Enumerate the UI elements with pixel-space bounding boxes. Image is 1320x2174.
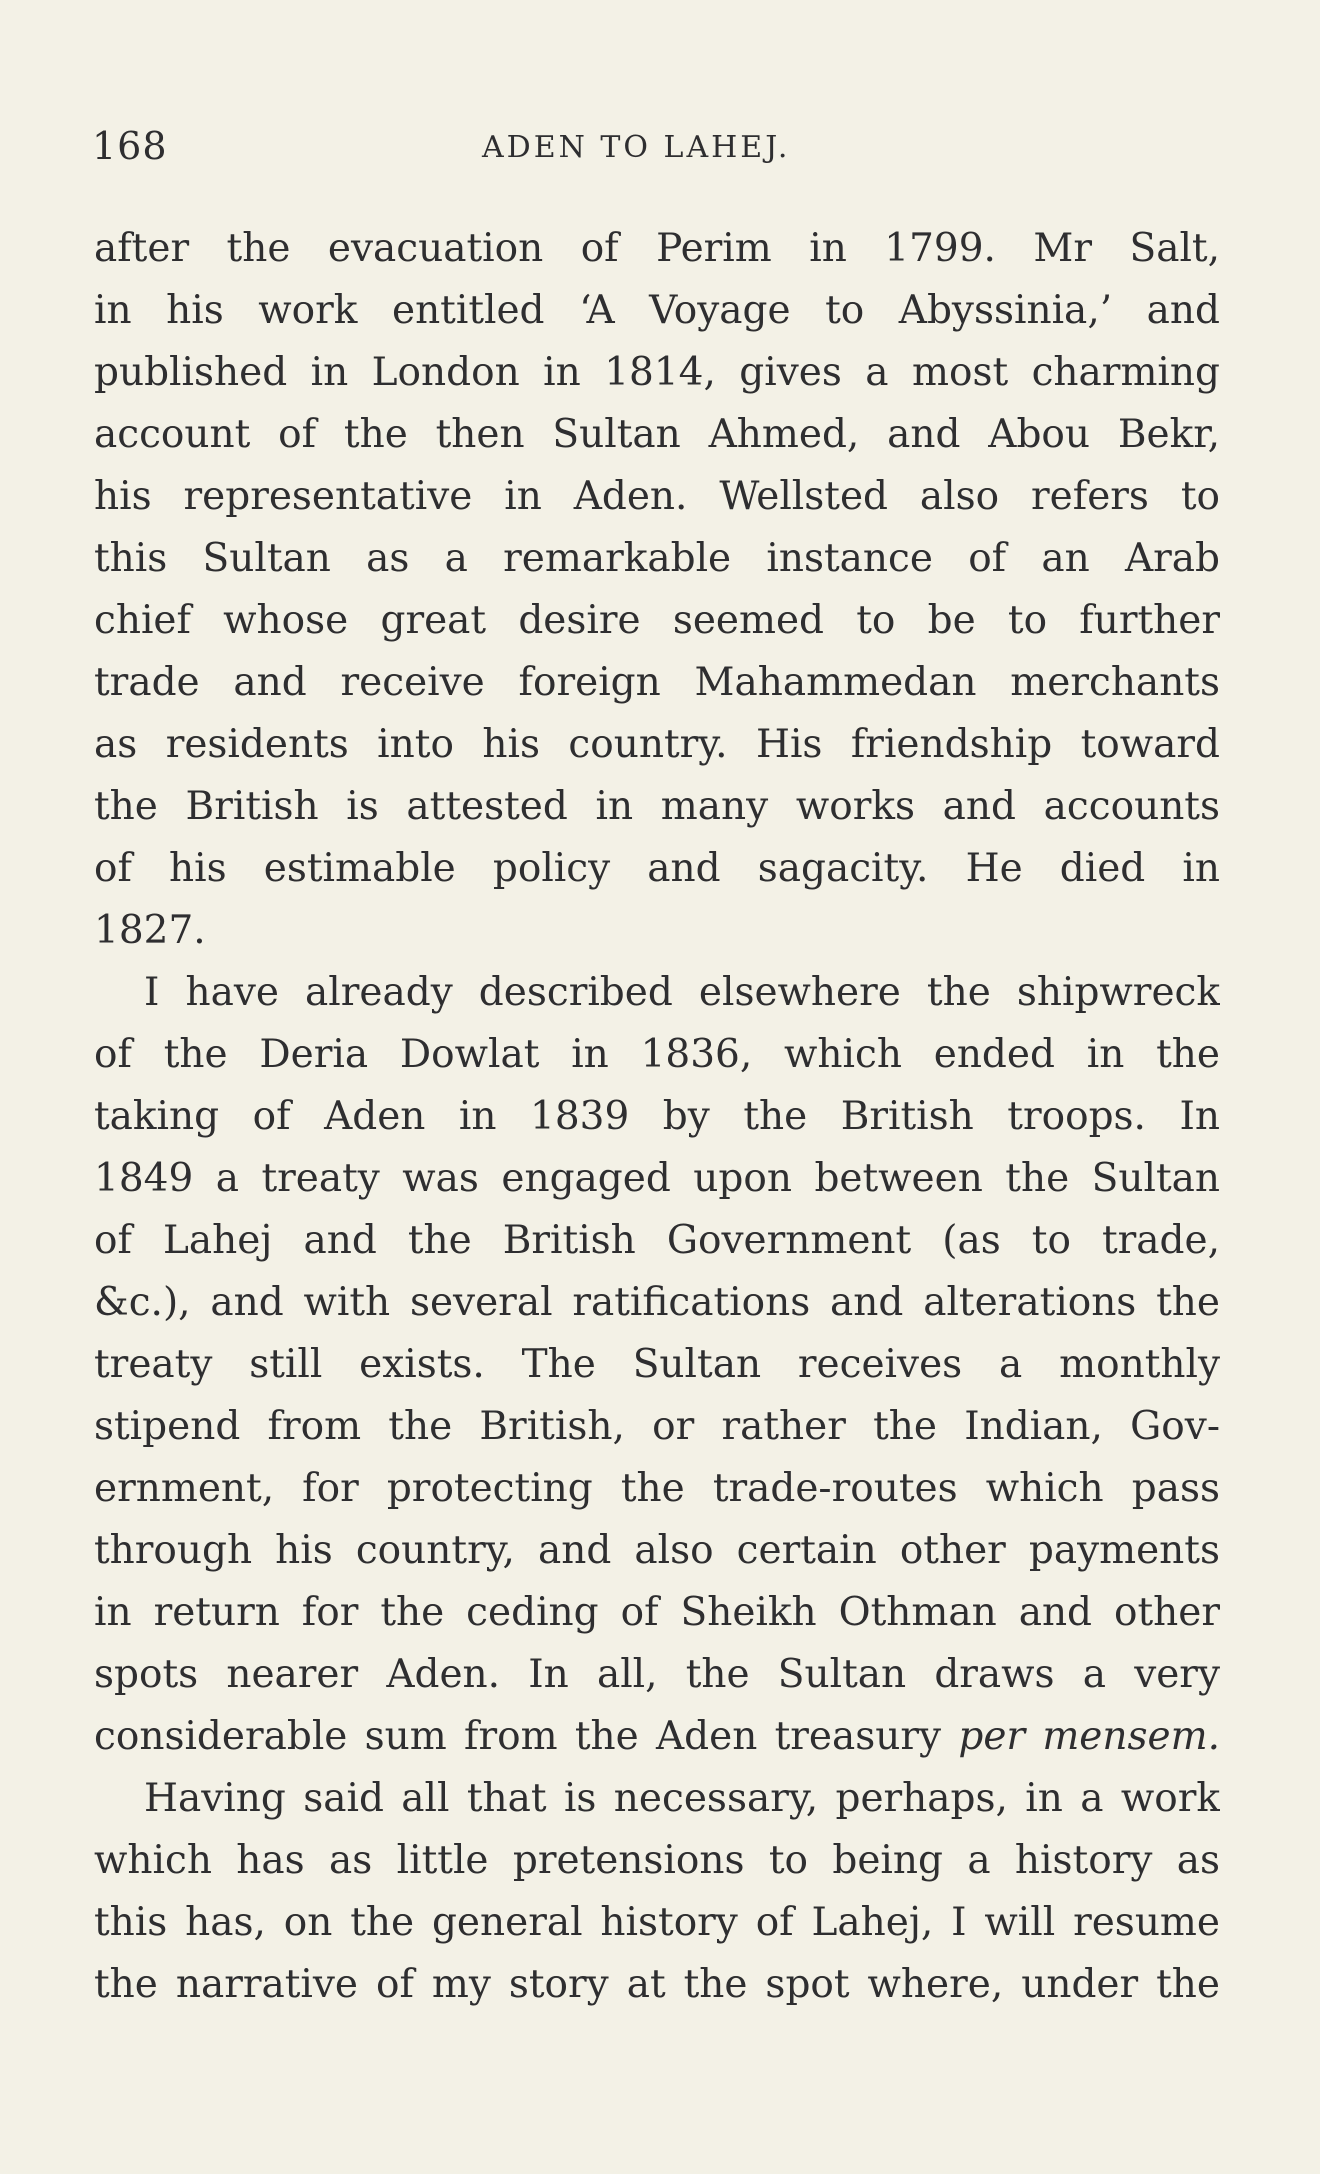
text-line-start: considerable sum from the Aden treasury	[94, 1714, 942, 1759]
text-line: which has as little pretensions to being a history as	[94, 1838, 1220, 1883]
text-line: taking of Aden in 1839 by the British troops. In	[94, 1094, 1220, 1139]
text-line: of his estimable policy and sagacity. He died in	[94, 846, 1220, 891]
text-line: spots nearer Aden. In all, the Sultan draws a very	[94, 1652, 1220, 1697]
text-line: in his work entitled ‘A Voyage to Abyssinia,’ and	[94, 288, 1220, 333]
text-line: account of the then Sultan Ahmed, and Abou Bekr,	[94, 412, 1220, 457]
text-line: treaty still exists. The Sultan receives a monthly	[94, 1342, 1220, 1387]
text-line: ernment, for protecting the trade-routes which pass	[94, 1466, 1220, 1511]
text-line: stipend from the British, or rather the Indian, Gov-	[94, 1404, 1220, 1449]
running-head	[92, 124, 1222, 174]
text-line-with-italic	[94, 1706, 1220, 1768]
text-line: of the Deria Dowlat in 1836, which ended in the	[94, 1032, 1220, 1077]
text-line: 1849 a treaty was engaged upon between the Sultan	[94, 1156, 1220, 1201]
text-line: this has, on the general history of Lahej, I will resume	[94, 1900, 1220, 1945]
text-line: I have already described elsewhere the shipwreck	[144, 970, 1220, 1015]
text-line: of Lahej and the British Government (as to trade,	[94, 1218, 1220, 1263]
text-line: the narrative of my story at the spot where, under the	[94, 1962, 1220, 2007]
running-title: ADEN TO LAHEJ.	[482, 130, 791, 165]
italic-phrase: per mensem.	[958, 1714, 1220, 1759]
text-line: trade and receive foreign Mahammedan merchants	[94, 660, 1220, 705]
text-line: through his country, and also certain other payments	[94, 1528, 1220, 1573]
text-line: after the evacuation of Perim in 1799. Mr Salt,	[94, 226, 1220, 271]
text-line: as residents into his country. His friendship toward	[94, 722, 1220, 767]
text-line: the British is attested in many works and accounts	[94, 784, 1220, 829]
body-text	[94, 218, 1220, 2016]
text-line: &c.), and with several ratifications and alterations the	[94, 1280, 1220, 1325]
text-line: published in London in 1814, gives a most charming	[94, 350, 1220, 395]
text-line: this Sultan as a remarkable instance of an Arab	[94, 536, 1220, 581]
text-line: his representative in Aden. Wellsted also refers to	[94, 474, 1220, 519]
text-line: in return for the ceding of Sheikh Othman and other	[94, 1590, 1220, 1635]
page-number: 168	[92, 124, 168, 168]
text-line: chief whose great desire seemed to be to further	[94, 598, 1220, 643]
text-line: Having said all that is necessary, perhaps, in a work	[144, 1776, 1220, 1821]
text-line: 1827.	[94, 908, 206, 953]
